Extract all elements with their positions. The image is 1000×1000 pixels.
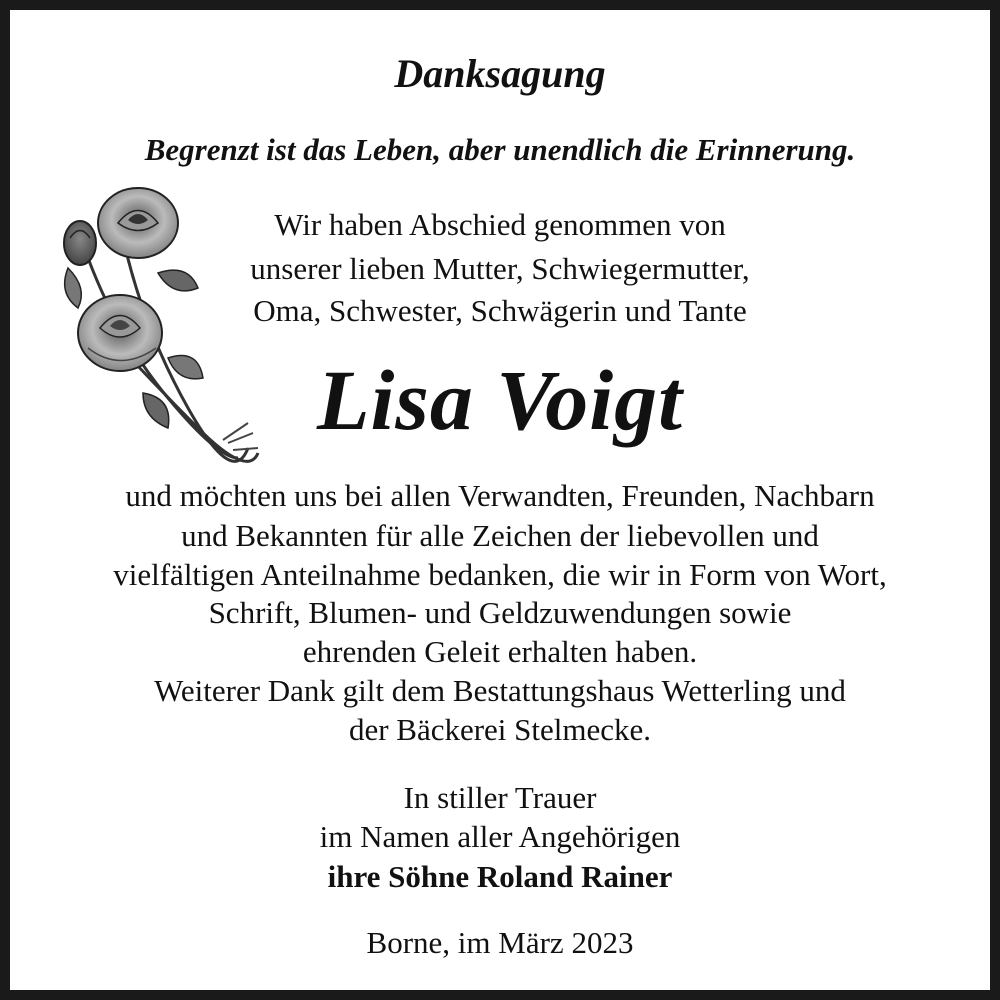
place-date: Borne, im März 2023 (366, 925, 634, 960)
body-line-1: und möchten uns bei allen Verwandten, Freunden, Nachbarn (125, 478, 875, 513)
signature-line-1: In stiller Trauer (403, 780, 597, 815)
motto: Begrenzt ist das Leben, aber unendlich die Erinnerung. (144, 132, 856, 167)
body-line-3: vielfältigen Anteilnahme bedanken, die wir in Form von Wort, (113, 557, 887, 592)
deceased-name: Lisa Voigt (316, 352, 683, 448)
intro-line-2: unserer lieben Mutter, Schwiegermutter, (250, 251, 750, 286)
signature-line-2: im Namen aller Angehörigen (319, 819, 681, 854)
body-line-6: Weiterer Dank gilt dem Bestattungshaus Wetterling und (154, 673, 846, 708)
body-line-2: und Bekannten für alle Zeichen der liebevollen und (181, 518, 819, 553)
body-line-4: Schrift, Blumen- und Geldzuwendungen sowie (208, 595, 792, 630)
notice-title: Danksagung (394, 51, 606, 96)
intro-line-1: Wir haben Abschied genommen von (274, 207, 726, 242)
body-line-7: der Bäckerei Stelmecke. (348, 712, 652, 747)
signature-family: ihre Söhne Roland Rainer (327, 859, 673, 894)
intro-line-3: Oma, Schwester, Schwägerin und Tante (253, 293, 747, 328)
body-line-5: ehrenden Geleit erhalten haben. (302, 634, 698, 669)
